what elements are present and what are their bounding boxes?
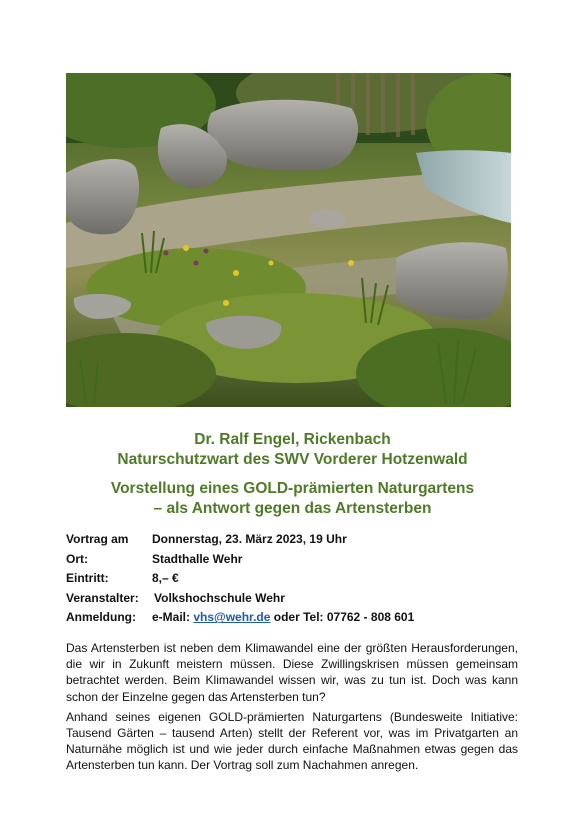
detail-row-date (66, 530, 526, 550)
organizer-value: Volkshochschule Wehr (154, 590, 285, 605)
description (66, 640, 518, 778)
event-details (66, 530, 526, 628)
location-label: Ort: (66, 551, 88, 566)
talk-title-line1: Vorstellung eines GOLD-prämierten Naturgartens (110, 480, 475, 497)
email-link[interactable]: vhs@wehr.de (193, 610, 271, 625)
registration-value (152, 608, 414, 628)
admission-label: Eintritt: (66, 571, 109, 586)
detail-row-registration (66, 608, 526, 628)
detail-row-location (66, 550, 526, 570)
garden-photo (66, 73, 511, 407)
description-paragraph-1: Das Artensterben ist neben dem Klimawandel eine der größten Herausforderungen, die wir in Zukunft meistern müssen. Diese Zwillingskrisen müssen gemeinsam betrachtet werden. Beim Klimawandel wissen wir, was zu tun ist. Doch was kann schon der Einzelne gegen das Artensterben tun? (66, 641, 518, 704)
speaker-name: Dr. Ralf Engel, Rickenbach (194, 431, 391, 448)
organizer-label: Veranstalter: (66, 590, 139, 605)
admission-value: 8,– € (152, 571, 179, 586)
talk-title-line2: – als Antwort gegen das Artensterben (153, 500, 432, 517)
date-label: Vortrag am (66, 532, 129, 546)
location-value: Stadthalle Wehr (152, 551, 243, 566)
date-value: Donnerstag, 23. März 2023, 19 Uhr (152, 532, 347, 546)
detail-row-organizer (66, 589, 526, 609)
detail-row-admission (66, 569, 526, 589)
speaker-role: Naturschutzwart des SWV Vorderer Hotzenwald (117, 451, 468, 468)
email-prefix: e-Mail: (152, 610, 194, 625)
registration-label: Anmeldung: (66, 610, 136, 625)
talk-title (40, 479, 545, 519)
phone-text: oder Tel: 07762 - 808 601 (270, 610, 415, 625)
speaker-block (40, 430, 545, 470)
description-paragraph-2: Anhand seines eigenen GOLD-prämierten Naturgartens (Bundesweite Initiative: Tausend Gärten – tausend Arten) stellt der Referent vor, was im Privatgarten an Naturnähe möglich ist und wie jeder durch einfache Maßnahmen etwas gegen das Artensterben tun kann. Der Vortrag soll zum Nachahmen anregen. (66, 709, 518, 773)
